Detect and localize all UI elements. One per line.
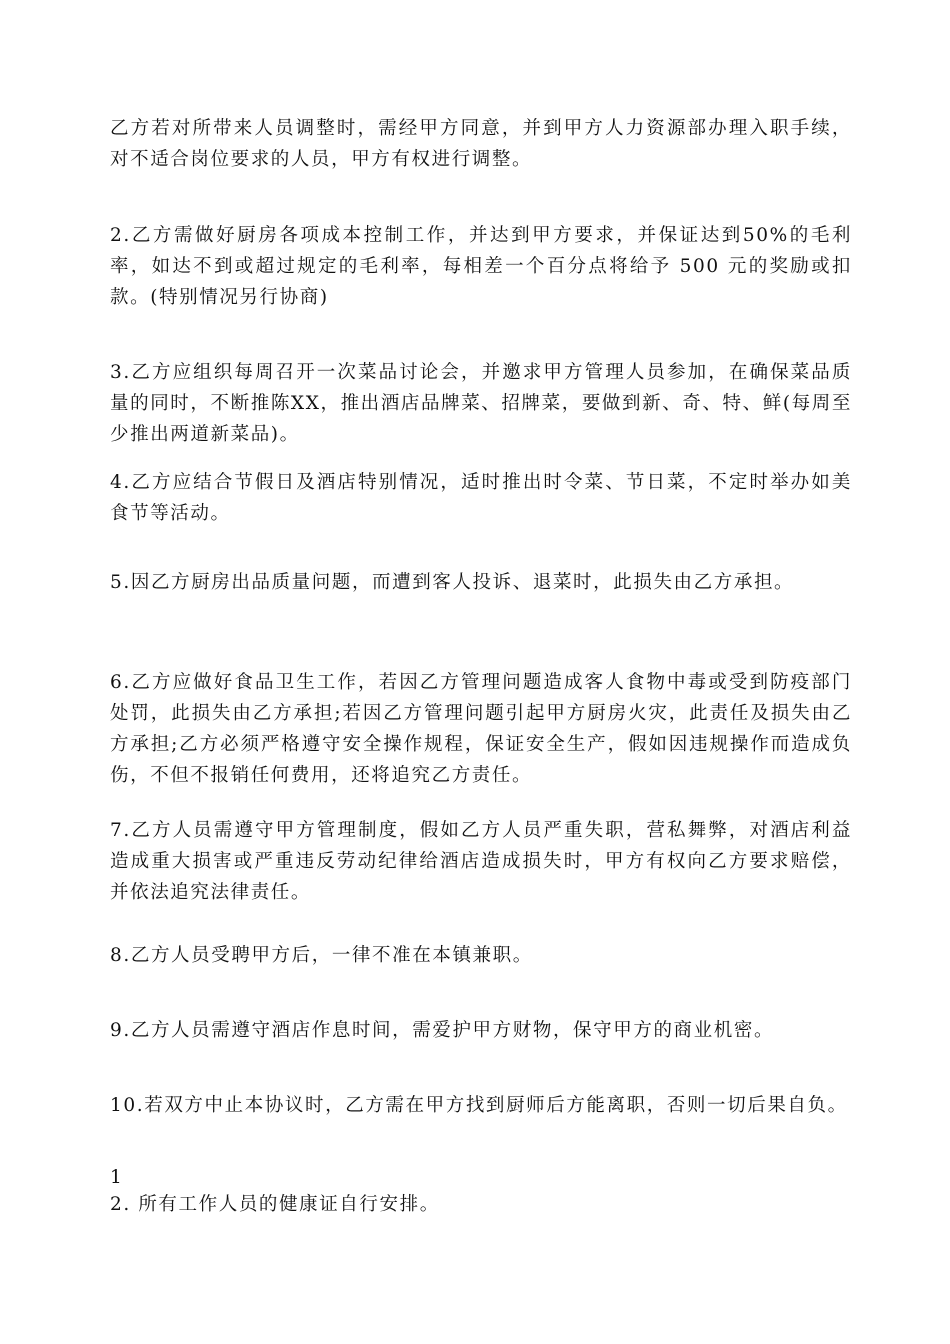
paragraph-no-side-jobs: 8.乙方人员受聘甲方后，一律不准在本镇兼职。 [110,945,533,966]
paragraph-quality-complaints: 5.因乙方厨房出品质量问题，而遭到客人投诉、退菜时，此损失由乙方承担。 [110,572,795,593]
paragraph-food-hygiene: 6.乙方应做好食品卫生工作，若因乙方管理问题造成客人食物中毒或受到防疫部门处罚，此损失由乙方承担;若因乙方管理问题引起甲方厨房火灾，此责任及损失由乙方承担;乙方必须严格遵守安全操作规程，保证安全生产，假如因违规操作而造成负伤，不但不报销任何费用，还将追究乙方责任。 [110,672,852,786]
paragraph-staff-adjustment: 乙方若对所带来人员调整时，需经甲方同意，并到甲方人力资源部办理入职手续，对不适合岗位要求的人员，甲方有权进行调整。 [110,118,852,170]
paragraph-health-certificate: 2. 所有工作人员的健康证自行安排。 [110,1194,440,1215]
paragraph-work-hours: 9.乙方人员需遵守酒店作息时间，需爱护甲方财物，保守甲方的商业机密。 [110,1020,775,1041]
paragraph-cost-control: 2.乙方需做好厨房各项成本控制工作，并达到甲方要求，并保证达到50%的毛利率，如达不到或超过规定的毛利率，每相差一个百分点将给予 500 元的奖励或扣款。(特别情况另行协商) [110,225,852,308]
paragraph-holiday-dishes: 4.乙方应结合节假日及酒店特别情况，适时推出时令菜、节日菜，不定时举办如美食节等活动。 [110,472,852,524]
paragraph-termination: 10.若双方中止本协议时，乙方需在甲方找到厨师后方能离职，否则一切后果自负。 [110,1095,848,1116]
page-number: 1 [110,1167,122,1188]
paragraph-management-rules: 7.乙方人员需遵守甲方管理制度，假如乙方人员严重失职，营私舞弊，对酒店利益造成重大损害或严重违反劳动纪律给酒店造成损失时，甲方有权向乙方要求赔偿，并依法追究法律责任。 [110,820,852,903]
paragraph-menu-meeting: 3.乙方应组织每周召开一次菜品讨论会，并邀求甲方管理人员参加，在确保菜品质量的同时，不断推陈XX，推出酒店品牌菜、招牌菜，要做到新、奇、特、鲜(每周至少推出两道新菜品)。 [110,362,852,445]
